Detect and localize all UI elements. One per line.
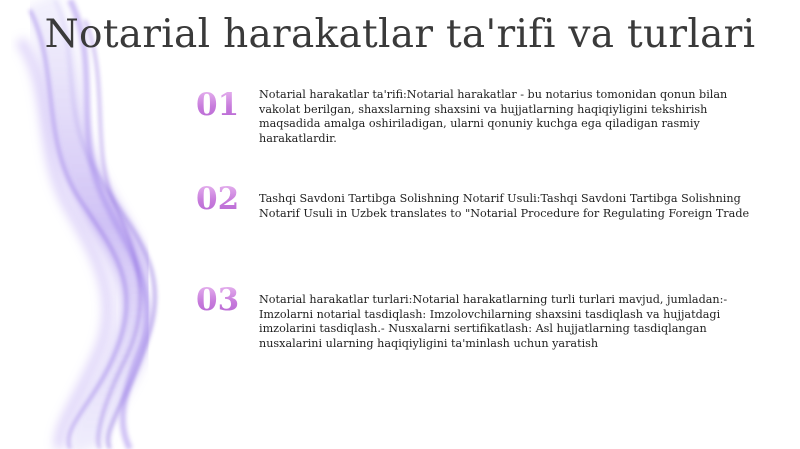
item-number: 02	[196, 182, 254, 216]
item-number: 03	[196, 283, 254, 317]
slide-title: Notarial harakatlar ta'rifi va turlari	[44, 12, 756, 57]
purple-smoke-decoration	[0, 0, 200, 449]
item-text: Notarial harakatlar ta'rifi:Notarial harakatlar - bu notarius tomonidan qonun bilan vakolat berilgan, shaxslarning shaxsini va hujjatlarning haqiqiyligini tekshirish maqsadida amalga oshiriladigan, ularni qonuniy kuchga ega qiladigan rasmiy harakatlardir.	[259, 88, 728, 145]
item-number: 01	[196, 88, 254, 122]
item-text: Tashqi Savdoni Tartibga Solishning Notarif Usuli:Tashqi Savdoni Tartibga Solishning Notarif Usuli in Uzbek translates to "Notarial Procedure for Regulating Foreign Trade	[259, 192, 750, 220]
item-text: Notarial harakatlar turlari:Notarial harakatlarning turli turlari mavjud, jumladan:- Imzolarni notarial tasdiqlash: Imzolovchilarning shaxsini tasdiqlash va hujjatdagi imzolarini tasdiqlash.- Nusxalarni sertifikatlash: Asl hujjatlarning tasdiqlangan nusxalarini ularning haqiqiyligini ta'minlash uchun yaratish	[259, 293, 728, 350]
